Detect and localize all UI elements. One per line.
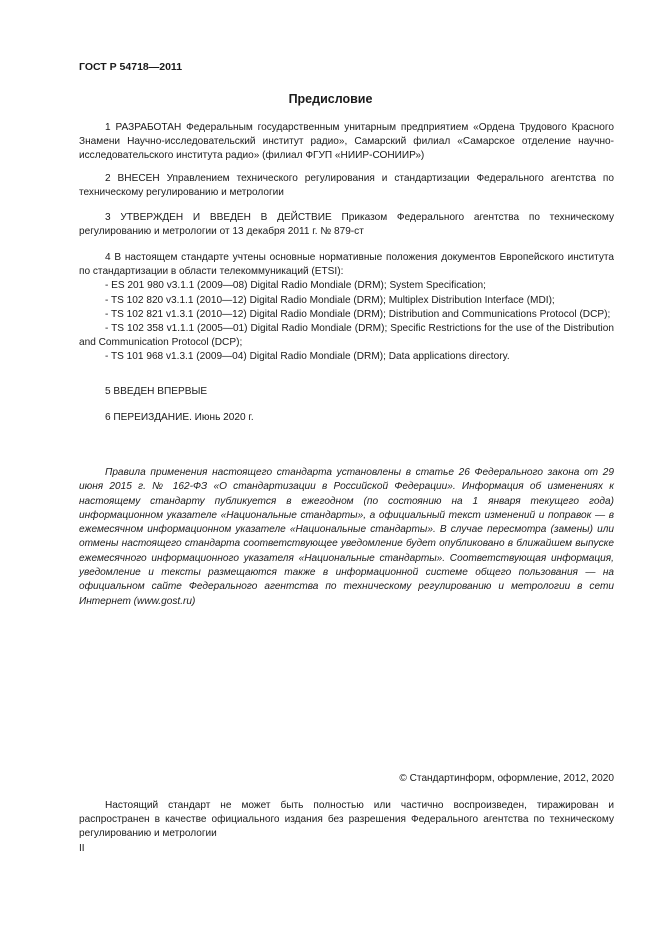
page-title: Предисловие	[288, 92, 373, 106]
standard-item: - ES 201 980 v3.1.1 (2009—08) Digital Radio Mondiale (DRM); System Specification;	[105, 280, 486, 292]
paragraph-4	[79, 251, 614, 365]
standard-item: - TS 102 820 v3.1.1 (2010—12) Digital Radio Mondiale (DRM); Multiplex Distribution Interface (MDI);	[105, 294, 555, 306]
paragraph-1: 1 РАЗРАБОТАН Федеральным государственным унитарным предприятием «Ордена Трудового Красного Знамени Научно-исследовательский институт радио», Самарский филиал «Самарское отделение научно-исследовательского института радио» (филиал ФГУП «НИИР-СОНИИР»)	[79, 122, 614, 162]
standard-item: - TS 102 358 v1.1.1 (2005—01) Digital Radio Mondiale (DRM); Specific Restrictions for the use of the Distribution and Communication Protocol (DCP);	[79, 323, 614, 349]
page-number: II	[79, 843, 85, 854]
paragraph-5: 5 ВВЕДЕН ВПЕРВЫЕ	[105, 386, 208, 397]
rules-note: Правила применения настоящего стандарта установлены в статье 26 Федерального закона от 29 июня 2015 г. № 162-ФЗ «О стандартизации в Российской Федерации». Информация об изменениях к настоящему стандарту публикуется в ежегодном (по состоянию на 1 января текущего года) информационном указателе «Национальные стандарты», а официальный текст изменений и поправок — в ежемесячном информационном указателе «Национальные стандарты». В случае пересмотра (замены) или отмены настоящего стандарта соответствующее уведомление будет опубликовано в ближайшем выпуске ежемесячного информационного указателя «Национальные стандарты». Соответствующая информация, уведомление и тексты размещаются также в информационной системе общего пользования — на официальном сайте Федерального агентства по техническому регулированию и метрологии в сети Интернет (www.gost.ru)	[79, 467, 614, 607]
paragraph-2: 2 ВНЕСЕН Управлением технического регулирования и стандартизации Федерального агентства по техническому регулированию и метрологии	[79, 173, 614, 199]
copyright-line: © Стандартинформ, оформление, 2012, 2020	[399, 773, 614, 784]
paragraph-6: 6 ПЕРЕИЗДАНИЕ. Июнь 2020 г.	[105, 412, 254, 423]
paragraph-3: 3 УТВЕРЖДЕН И ВВЕДЕН В ДЕЙСТВИЕ Приказом Федерального агентства по техническому регулированию и метрологии от 13 декабря 2011 г. № 879-ст	[79, 212, 614, 238]
legal-notice: Настоящий стандарт не может быть полностью или частично воспроизведен, тиражирован и распространен в качестве официального издания без разрешения Федерального агентства по техническому регулированию и метрологии	[79, 800, 614, 840]
document-code: ГОСТ Р 54718—2011	[79, 61, 183, 73]
standard-item: - TS 101 968 v1.3.1 (2009—04) Digital Radio Mondiale (DRM); Data applications directory.	[105, 351, 510, 363]
standard-item: - TS 102 821 v1.3.1 (2010—12) Digital Radio Mondiale (DRM); Distribution and Communications Protocol (DCP);	[105, 308, 611, 320]
paragraph-4-intro: 4 В настоящем стандарте учтены основные нормативные положения документов Европейского института по стандартизации в области телекоммуникаций (ETSI):	[79, 252, 614, 278]
